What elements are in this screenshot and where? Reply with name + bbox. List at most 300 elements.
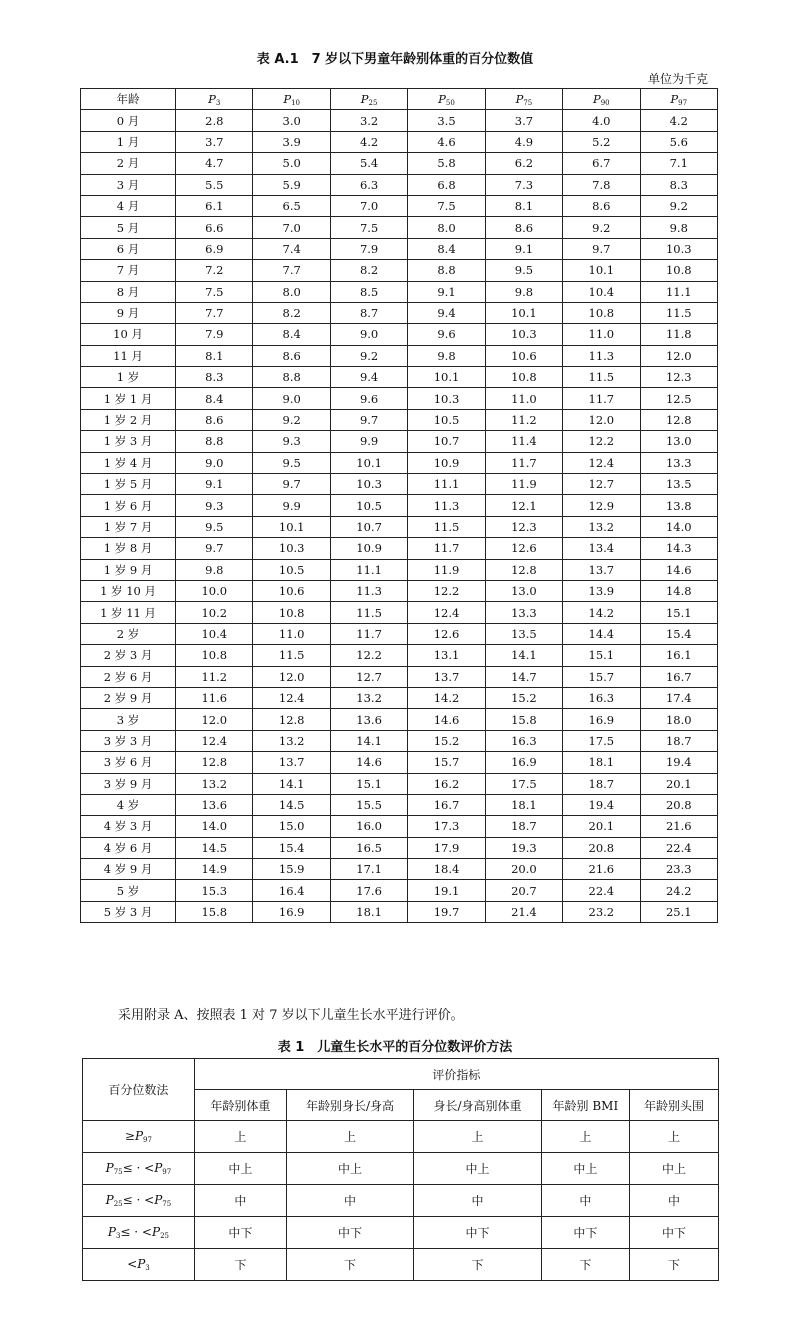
weight-cell: 12.8 [485, 559, 562, 580]
weight-cell: 8.6 [485, 217, 562, 238]
weight-cell: 9.8 [640, 217, 717, 238]
weight-cell: 14.1 [485, 645, 562, 666]
weight-cell: 12.4 [563, 452, 640, 473]
indicator-cell: 年龄别 BMI [541, 1090, 629, 1121]
indicator-cell: 身长/身高别体重 [414, 1090, 542, 1121]
weight-cell: 21.6 [640, 816, 717, 837]
weight-cell: 7.5 [408, 195, 485, 216]
weight-cell: 14.1 [330, 730, 407, 751]
weight-cell: 9.4 [330, 367, 407, 388]
table-row [81, 238, 718, 259]
weight-cell: 13.6 [176, 794, 253, 815]
weight-cell: 12.8 [176, 752, 253, 773]
grade-cell: 下 [629, 1249, 718, 1281]
weight-cell: 11.6 [176, 687, 253, 708]
age-cell: 1 岁 1 月 [81, 388, 176, 409]
weight-cell: 11.5 [253, 645, 330, 666]
weight-cell: 6.9 [176, 238, 253, 259]
table-row [81, 580, 718, 601]
table-row [81, 110, 718, 131]
weight-cell: 16.0 [330, 816, 407, 837]
unit-label: 单位为千克 [647, 72, 708, 86]
grade-cell: 中上 [541, 1153, 629, 1185]
weight-cell: 13.7 [563, 559, 640, 580]
weight-cell: 8.2 [330, 260, 407, 281]
weight-cell: 11.8 [640, 324, 717, 345]
weight-cell: 15.1 [640, 602, 717, 623]
age-cell: 2 岁 [81, 623, 176, 644]
weight-cell: 2.8 [176, 110, 253, 131]
weight-cell: 4.0 [563, 110, 640, 131]
table-row [83, 1153, 719, 1185]
weight-cell: 9.8 [485, 281, 562, 302]
weight-cell: 12.6 [408, 623, 485, 644]
weight-cell: 17.5 [563, 730, 640, 751]
weight-cell: 9.1 [176, 474, 253, 495]
weight-cell: 17.1 [330, 859, 407, 880]
grade-cell: 下 [286, 1249, 414, 1281]
grade-cell: 下 [194, 1249, 286, 1281]
weight-cell: 13.0 [640, 431, 717, 452]
weight-cell: 8.3 [640, 174, 717, 195]
weight-cell: 17.3 [408, 816, 485, 837]
weight-cell: 9.2 [253, 409, 330, 430]
weight-cell: 14.1 [253, 773, 330, 794]
table-row [81, 816, 718, 837]
evaluation-paragraph: 采用附录 A、按照表 1 对 7 岁以下儿童生长水平进行评价。 [118, 1008, 464, 1023]
weight-cell: 11.3 [563, 345, 640, 366]
table-row [81, 709, 718, 730]
weight-cell: 9.9 [330, 431, 407, 452]
weight-cell: 16.1 [640, 645, 717, 666]
indicator-cell: 年龄别头围 [629, 1090, 718, 1121]
weight-cell: 9.3 [253, 431, 330, 452]
weight-cell: 10.1 [485, 302, 562, 323]
table-row [81, 474, 718, 495]
weight-cell: 18.7 [563, 773, 640, 794]
weight-cell: 11.4 [485, 431, 562, 452]
weight-cell: 10.9 [408, 452, 485, 473]
table-row [81, 773, 718, 794]
weight-cell: 4.9 [485, 131, 562, 152]
weight-cell: 10.6 [485, 345, 562, 366]
weight-cell: 9.1 [408, 281, 485, 302]
weight-cell: 15.4 [253, 837, 330, 858]
percentile-range-cell: $<P_3$ [83, 1249, 195, 1281]
weight-cell: 15.5 [330, 794, 407, 815]
age-cell: 4 岁 6 月 [81, 837, 176, 858]
weight-cell: 8.2 [253, 302, 330, 323]
weight-cell: 7.4 [253, 238, 330, 259]
weight-cell: 14.0 [176, 816, 253, 837]
percentile-range-cell: $P_{75}\le \cdot <P_{97}$ [83, 1153, 195, 1185]
weight-cell: 9.7 [253, 474, 330, 495]
age-cell: 4 岁 9 月 [81, 859, 176, 880]
percentile-header: $P_{75}$ [485, 89, 562, 110]
weight-cell: 11.1 [640, 281, 717, 302]
weight-cell: 8.4 [408, 238, 485, 259]
weight-cell: 11.7 [330, 623, 407, 644]
weight-cell: 16.7 [408, 794, 485, 815]
age-cell: 8 月 [81, 281, 176, 302]
weight-cell: 18.4 [408, 859, 485, 880]
weight-cell: 10.3 [485, 324, 562, 345]
table-row [81, 174, 718, 195]
weight-cell: 10.8 [176, 645, 253, 666]
weight-cell: 10.2 [176, 602, 253, 623]
table-row [81, 131, 718, 152]
weight-cell: 3.5 [408, 110, 485, 131]
weight-cell: 6.6 [176, 217, 253, 238]
table-row [81, 217, 718, 238]
table-row [81, 367, 718, 388]
weight-cell: 10.8 [485, 367, 562, 388]
weight-cell: 11.1 [408, 474, 485, 495]
weight-cell: 8.6 [176, 409, 253, 430]
grade-cell: 下 [541, 1249, 629, 1281]
weight-cell: 10.3 [330, 474, 407, 495]
age-cell: 3 岁 9 月 [81, 773, 176, 794]
weight-cell: 6.2 [485, 153, 562, 174]
weight-cell: 13.9 [563, 580, 640, 601]
grade-cell: 上 [541, 1121, 629, 1153]
weight-cell: 13.2 [253, 730, 330, 751]
weight-cell: 9.8 [408, 345, 485, 366]
age-cell: 2 月 [81, 153, 176, 174]
weight-cell: 4.6 [408, 131, 485, 152]
grade-cell: 中 [286, 1185, 414, 1217]
weight-cell: 6.5 [253, 195, 330, 216]
indicator-cell: 年龄别体重 [194, 1090, 286, 1121]
weight-cell: 9.4 [408, 302, 485, 323]
weight-cell: 10.7 [408, 431, 485, 452]
weight-cell: 9.0 [330, 324, 407, 345]
weight-cell: 13.7 [408, 666, 485, 687]
weight-cell: 11.9 [485, 474, 562, 495]
weight-cell: 16.4 [253, 880, 330, 901]
weight-cell: 12.9 [563, 495, 640, 516]
weight-cell: 8.4 [253, 324, 330, 345]
table-row [81, 195, 718, 216]
weight-cell: 16.3 [485, 730, 562, 751]
grade-cell: 上 [194, 1121, 286, 1153]
weight-cell: 13.3 [485, 602, 562, 623]
weight-cell: 16.9 [563, 709, 640, 730]
weight-cell: 11.0 [485, 388, 562, 409]
weight-cell: 9.7 [176, 538, 253, 559]
weight-cell: 12.2 [408, 580, 485, 601]
weight-cell: 20.7 [485, 880, 562, 901]
weight-cell: 14.2 [408, 687, 485, 708]
weight-cell: 17.9 [408, 837, 485, 858]
weight-cell: 25.1 [640, 901, 717, 922]
weight-cell: 10.1 [408, 367, 485, 388]
weight-cell: 23.3 [640, 859, 717, 880]
table-row [81, 901, 718, 922]
weight-cell: 7.7 [253, 260, 330, 281]
weight-cell: 5.9 [253, 174, 330, 195]
weight-cell: 9.9 [253, 495, 330, 516]
weight-cell: 14.7 [485, 666, 562, 687]
weight-cell: 10.5 [408, 409, 485, 430]
table-header-row [81, 89, 718, 110]
table-row [81, 752, 718, 773]
table-row [83, 1249, 719, 1281]
weight-cell: 14.6 [640, 559, 717, 580]
weight-cell: 8.6 [253, 345, 330, 366]
table-row [81, 345, 718, 366]
table-row [83, 1217, 719, 1249]
weight-cell: 10.3 [253, 538, 330, 559]
weight-cell: 19.3 [485, 837, 562, 858]
grade-cell: 中下 [629, 1217, 718, 1249]
weight-cell: 20.1 [640, 773, 717, 794]
weight-cell: 9.2 [640, 195, 717, 216]
weight-cell: 10.1 [330, 452, 407, 473]
age-cell: 5 月 [81, 217, 176, 238]
grade-cell: 中下 [194, 1217, 286, 1249]
weight-cell: 11.1 [330, 559, 407, 580]
grade-cell: 中 [541, 1185, 629, 1217]
weight-cell: 7.8 [563, 174, 640, 195]
weight-cell: 12.2 [330, 645, 407, 666]
weight-cell: 17.6 [330, 880, 407, 901]
weight-cell: 16.9 [485, 752, 562, 773]
weight-cell: 14.3 [640, 538, 717, 559]
weight-cell: 9.5 [176, 516, 253, 537]
weight-cell: 3.7 [485, 110, 562, 131]
weight-cell: 11.5 [640, 302, 717, 323]
weight-cell: 18.1 [563, 752, 640, 773]
weight-cell: 12.4 [253, 687, 330, 708]
weight-cell: 20.8 [563, 837, 640, 858]
weight-cell: 11.2 [485, 409, 562, 430]
grade-cell: 中下 [286, 1217, 414, 1249]
weight-cell: 4.2 [640, 110, 717, 131]
weight-cell: 15.1 [563, 645, 640, 666]
table-row [81, 302, 718, 323]
weight-cell: 24.2 [640, 880, 717, 901]
weight-cell: 15.9 [253, 859, 330, 880]
table-row [81, 388, 718, 409]
age-cell: 3 月 [81, 174, 176, 195]
age-cell: 5 岁 [81, 880, 176, 901]
weight-cell: 11.2 [176, 666, 253, 687]
weight-cell: 16.2 [408, 773, 485, 794]
weight-cell: 10.8 [563, 302, 640, 323]
age-cell: 1 岁 11 月 [81, 602, 176, 623]
weight-cell: 13.5 [640, 474, 717, 495]
table-row [81, 538, 718, 559]
age-cell: 0 月 [81, 110, 176, 131]
age-cell: 7 月 [81, 260, 176, 281]
weight-cell: 12.8 [640, 409, 717, 430]
weight-cell: 16.7 [640, 666, 717, 687]
weight-cell: 6.3 [330, 174, 407, 195]
weight-cell: 22.4 [563, 880, 640, 901]
weight-cell: 12.7 [330, 666, 407, 687]
weight-cell: 13.2 [563, 516, 640, 537]
weight-cell: 10.0 [176, 580, 253, 601]
weight-cell: 15.2 [408, 730, 485, 751]
grade-cell: 中 [629, 1185, 718, 1217]
weight-cell: 12.6 [485, 538, 562, 559]
table-row [81, 880, 718, 901]
weight-cell: 15.7 [563, 666, 640, 687]
grade-cell: 上 [629, 1121, 718, 1153]
age-cell: 11 月 [81, 345, 176, 366]
weight-cell: 15.0 [253, 816, 330, 837]
grade-cell: 上 [286, 1121, 414, 1153]
weight-cell: 7.5 [330, 217, 407, 238]
weight-cell: 21.4 [485, 901, 562, 922]
weight-cell: 9.6 [408, 324, 485, 345]
weight-cell: 6.7 [563, 153, 640, 174]
table-row [81, 837, 718, 858]
age-cell: 3 岁 [81, 709, 176, 730]
grade-cell: 中 [414, 1185, 542, 1217]
grade-cell: 下 [414, 1249, 542, 1281]
weight-cell: 15.1 [330, 773, 407, 794]
percentile-header: $P_{50}$ [408, 89, 485, 110]
weight-cell: 10.5 [330, 495, 407, 516]
weight-cell: 20.1 [563, 816, 640, 837]
weight-cell: 17.4 [640, 687, 717, 708]
weight-cell: 7.3 [485, 174, 562, 195]
percentile-header: $P_{25}$ [330, 89, 407, 110]
weight-cell: 13.2 [176, 773, 253, 794]
weight-cell: 9.2 [563, 217, 640, 238]
weight-cell: 14.5 [176, 837, 253, 858]
weight-cell: 12.5 [640, 388, 717, 409]
weight-cell: 9.7 [330, 409, 407, 430]
table-row [81, 666, 718, 687]
weight-cell: 14.4 [563, 623, 640, 644]
age-cell: 2 岁 3 月 [81, 645, 176, 666]
weight-cell: 10.3 [408, 388, 485, 409]
weight-cell: 3.9 [253, 131, 330, 152]
age-cell: 1 月 [81, 131, 176, 152]
weight-cell: 18.1 [485, 794, 562, 815]
weight-cell: 10.3 [640, 238, 717, 259]
table-a1-title: 表 A.1 7 岁以下男童年龄别体重的百分位数值 [256, 52, 534, 67]
weight-cell: 14.2 [563, 602, 640, 623]
weight-cell: 8.7 [330, 302, 407, 323]
percentile-header: $P_3$ [176, 89, 253, 110]
percentile-header: $P_{10}$ [253, 89, 330, 110]
weight-cell: 12.1 [485, 495, 562, 516]
weight-cell: 12.0 [640, 345, 717, 366]
table-row [81, 281, 718, 302]
table-row [81, 730, 718, 751]
age-cell: 1 岁 3 月 [81, 431, 176, 452]
weight-cell: 12.0 [563, 409, 640, 430]
age-cell: 5 岁 3 月 [81, 901, 176, 922]
weight-cell: 14.9 [176, 859, 253, 880]
weight-cell: 13.5 [485, 623, 562, 644]
age-cell: 10 月 [81, 324, 176, 345]
table-row [81, 602, 718, 623]
weight-cell: 12.2 [563, 431, 640, 452]
age-cell: 2 岁 6 月 [81, 666, 176, 687]
weight-cell: 10.5 [253, 559, 330, 580]
weight-cell: 10.7 [330, 516, 407, 537]
weight-cell: 15.8 [485, 709, 562, 730]
table-1-title: 表 1 儿童生长水平的百分位数评价方法 [277, 1040, 513, 1055]
weight-cell: 21.6 [563, 859, 640, 880]
grade-cell: 上 [414, 1121, 542, 1153]
weight-cell: 9.0 [176, 452, 253, 473]
weight-cell: 13.0 [485, 580, 562, 601]
weight-cell: 14.5 [253, 794, 330, 815]
weight-cell: 20.0 [485, 859, 562, 880]
weight-cell: 17.5 [485, 773, 562, 794]
weight-cell: 18.1 [330, 901, 407, 922]
age-cell: 1 岁 9 月 [81, 559, 176, 580]
weight-cell: 16.3 [563, 687, 640, 708]
weight-cell: 12.0 [253, 666, 330, 687]
weight-cell: 19.4 [563, 794, 640, 815]
table-row [81, 260, 718, 281]
weight-cell: 4.7 [176, 153, 253, 174]
weight-cell: 11.0 [253, 623, 330, 644]
table-row [83, 1121, 719, 1153]
weight-cell: 7.9 [330, 238, 407, 259]
percentile-range-cell: $P_3\le \cdot <P_{25}$ [83, 1217, 195, 1249]
grade-cell: 中下 [414, 1217, 542, 1249]
weight-cell: 9.5 [253, 452, 330, 473]
weight-percentile-table [80, 88, 718, 923]
weight-cell: 11.9 [408, 559, 485, 580]
weight-cell: 8.0 [253, 281, 330, 302]
age-cell: 1 岁 5 月 [81, 474, 176, 495]
weight-cell: 10.8 [640, 260, 717, 281]
weight-cell: 10.9 [330, 538, 407, 559]
weight-cell: 12.3 [485, 516, 562, 537]
weight-cell: 5.5 [176, 174, 253, 195]
weight-cell: 13.3 [640, 452, 717, 473]
weight-cell: 9.7 [563, 238, 640, 259]
weight-cell: 5.4 [330, 153, 407, 174]
weight-cell: 14.8 [640, 580, 717, 601]
weight-cell: 15.3 [176, 880, 253, 901]
table-row [81, 452, 718, 473]
grade-cell: 中上 [194, 1153, 286, 1185]
weight-cell: 11.7 [485, 452, 562, 473]
weight-cell: 5.8 [408, 153, 485, 174]
weight-cell: 10.1 [253, 516, 330, 537]
weight-cell: 15.2 [485, 687, 562, 708]
evaluation-method-table [82, 1058, 719, 1281]
percentile-range-cell: $\ge P_{97}$ [83, 1121, 195, 1153]
weight-cell: 11.3 [408, 495, 485, 516]
weight-cell: 13.1 [408, 645, 485, 666]
grade-cell: 中 [194, 1185, 286, 1217]
weight-cell: 7.0 [253, 217, 330, 238]
table-row [81, 687, 718, 708]
percentile-header: $P_{90}$ [563, 89, 640, 110]
weight-cell: 16.9 [253, 901, 330, 922]
weight-cell: 10.1 [563, 260, 640, 281]
weight-cell: 20.8 [640, 794, 717, 815]
weight-cell: 9.0 [253, 388, 330, 409]
weight-cell: 7.0 [330, 195, 407, 216]
weight-cell: 10.6 [253, 580, 330, 601]
weight-cell: 8.6 [563, 195, 640, 216]
weight-cell: 18.7 [640, 730, 717, 751]
table-row [81, 495, 718, 516]
weight-cell: 12.7 [563, 474, 640, 495]
